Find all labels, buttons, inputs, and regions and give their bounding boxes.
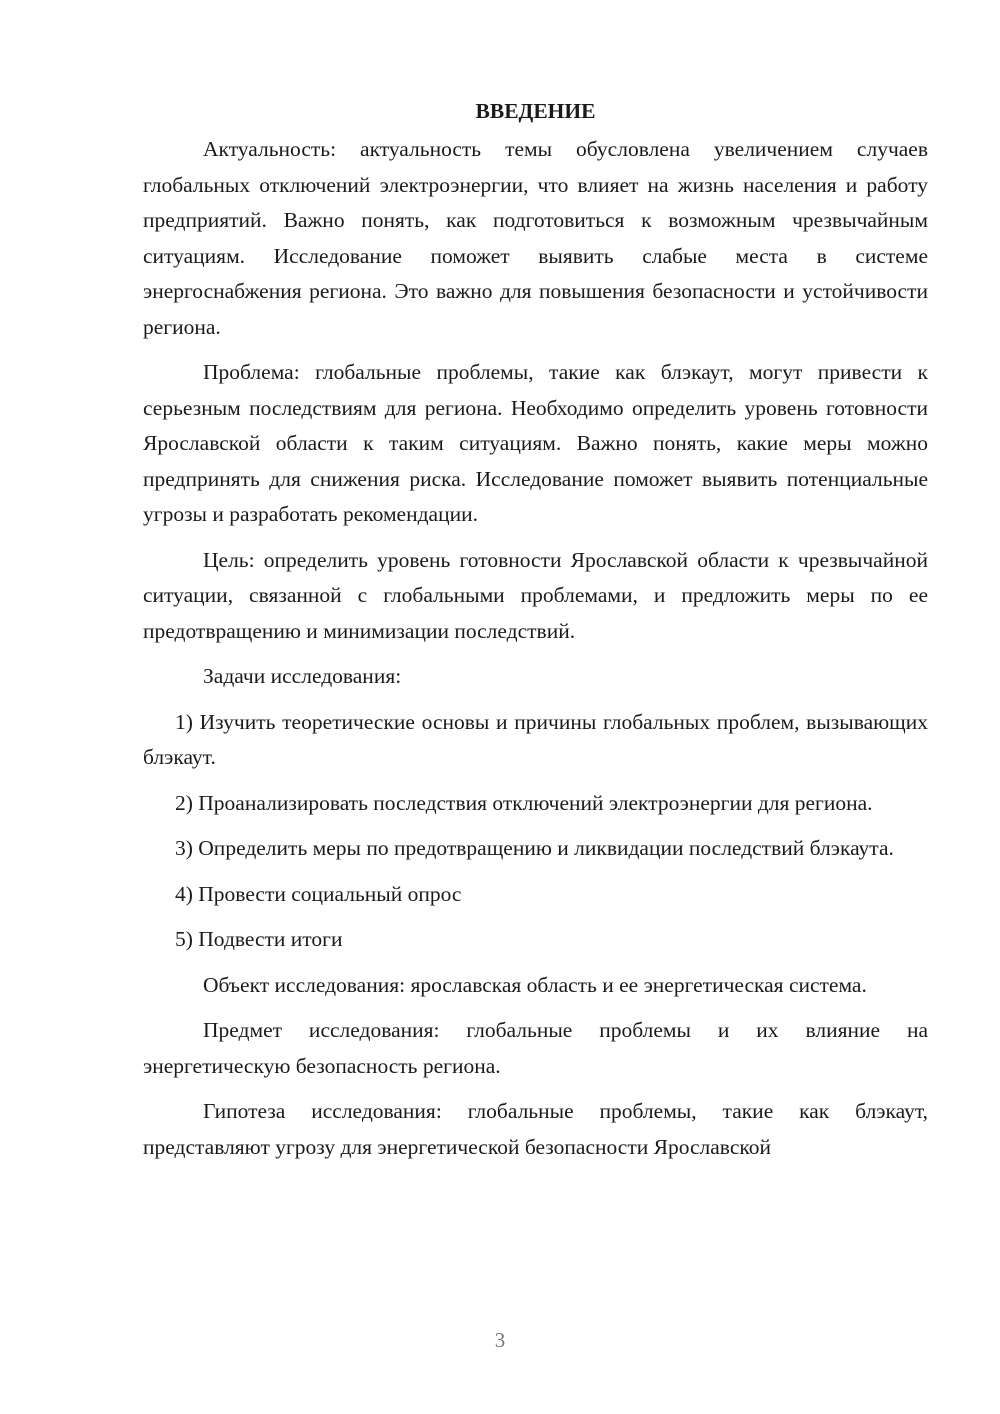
paragraph-problem: Проблема: глобальные проблемы, такие как блэкаут, могут привести к серьезным последствиям для региона. Необходимо определить уровень готовности Ярославской области к таким ситуациям. Важно понять, какие меры можно предпринять для снижения риска. Исследование поможет выявить потенциальные угрозы и разработать рекомендации.: [143, 360, 928, 526]
paragraph-subject: Предмет исследования: глобальные проблемы и их влияние на энергетическую безопасность региона.: [143, 1018, 928, 1078]
task-item-2: 2) Проанализировать последствия отключений электроэнергии для региона.: [175, 790, 873, 815]
task-item-1: 1) Изучить теоретические основы и причины глобальных проблем, вызывающих блэкаут.: [143, 709, 928, 769]
paragraph-hypothesis: Гипотеза исследования: глобальные проблемы, такие как блэкаут, представляют угрозу для энергетической безопасности Ярославской: [143, 1099, 928, 1159]
task-item-4: 4) Провести социальный опрос: [175, 881, 462, 906]
paragraph-goal: Цель: определить уровень готовности Ярославской области к чрезвычайной ситуации, связанной с глобальными проблемами, и предложить меры по ее предотвращению и минимизации последствий.: [143, 547, 928, 643]
paragraph-object: Объект исследования: ярославская область и ее энергетическая система.: [203, 972, 867, 997]
paragraph-tasks-intro: Задачи исследования:: [203, 664, 402, 688]
document-body: [143, 90, 928, 1175]
task-item-3: 3) Определить меры по предотвращению и ликвидации последствий блэкаута.: [175, 836, 894, 860]
section-heading: ВВЕДЕНИЕ: [475, 99, 596, 123]
paragraph-relevance: Актуальность: актуальность темы обусловлена увеличением случаев глобальных отключений электроэнергии, что влияет на жизнь населения и работу предприятий. Важно понять, как подготовиться к возможным чрезвычайным ситуациям. Исследование поможет выявить слабые места в системе энергоснабжения региона. Это важно для повышения безопасности и устойчивости региона.: [143, 137, 928, 339]
task-item-5: 5) Подвести итоги: [175, 927, 343, 951]
page-number: 3: [494, 1328, 506, 1352]
